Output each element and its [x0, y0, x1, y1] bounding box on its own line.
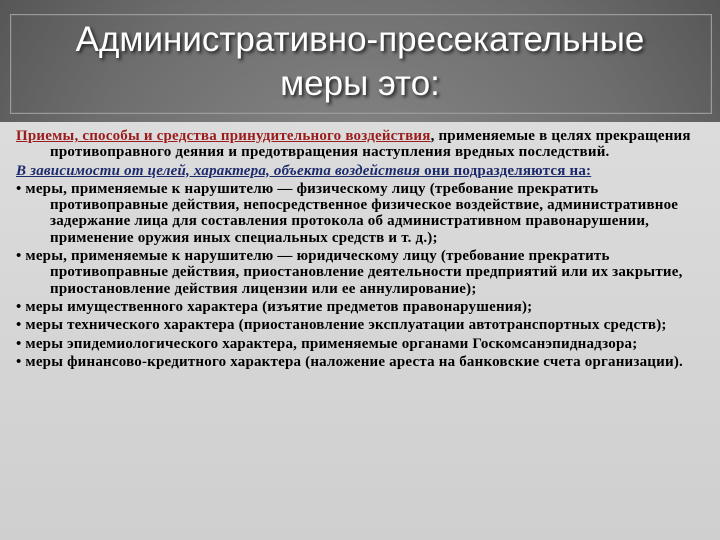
- definition-rest: , применяемые в целях прекращения противоправного деяния и предотвращения наступления вредных последствий.: [50, 128, 691, 161]
- definition-term: Приемы, способы и средства принудительного воздействия: [16, 128, 431, 144]
- list-item: • меры, применяемые к нарушителю — физическому лицу (требование прекратить противоправные действия, непосредственное физическое воздействие, административное задержание лица для составления протокола об административном правонарушении, применение оружия иных специальных средств и т. д.);: [16, 180, 679, 246]
- list-item: • меры технического характера (приостановление эксплуатации автотранспортных средств);: [16, 317, 667, 334]
- slide-title: [10, 18, 710, 106]
- list-item: • меры имущественного характера (изъятие предметов правонарушения);: [16, 298, 533, 315]
- definition-paragraph: [16, 128, 710, 161]
- list-item: • меры, применяемые к нарушителю — юридическому лицу (требование прекратить противоправные действия, приостановление деятельности предприятий или их закрытие, приостановление действия лицензии или ее аннулирование);: [16, 248, 683, 297]
- list-item: • меры эпидемиологического характера, применяемые органами Госкомсанэпиднадзора;: [16, 335, 638, 352]
- content-text: [16, 128, 710, 370]
- classification-paragraph: [16, 163, 710, 179]
- content-panel: [0, 122, 720, 540]
- classification-basis: В зависимости от целей, характера, объекта воздействия: [16, 162, 421, 179]
- title-line-1: Административно-пресекательные: [75, 20, 645, 59]
- list-item: • меры финансово-кредитного характера (наложение ареста на банковские счета организации).: [16, 353, 683, 370]
- title-line-2: меры это:: [280, 64, 440, 103]
- classification-rest: они подразделяются на:: [420, 162, 592, 179]
